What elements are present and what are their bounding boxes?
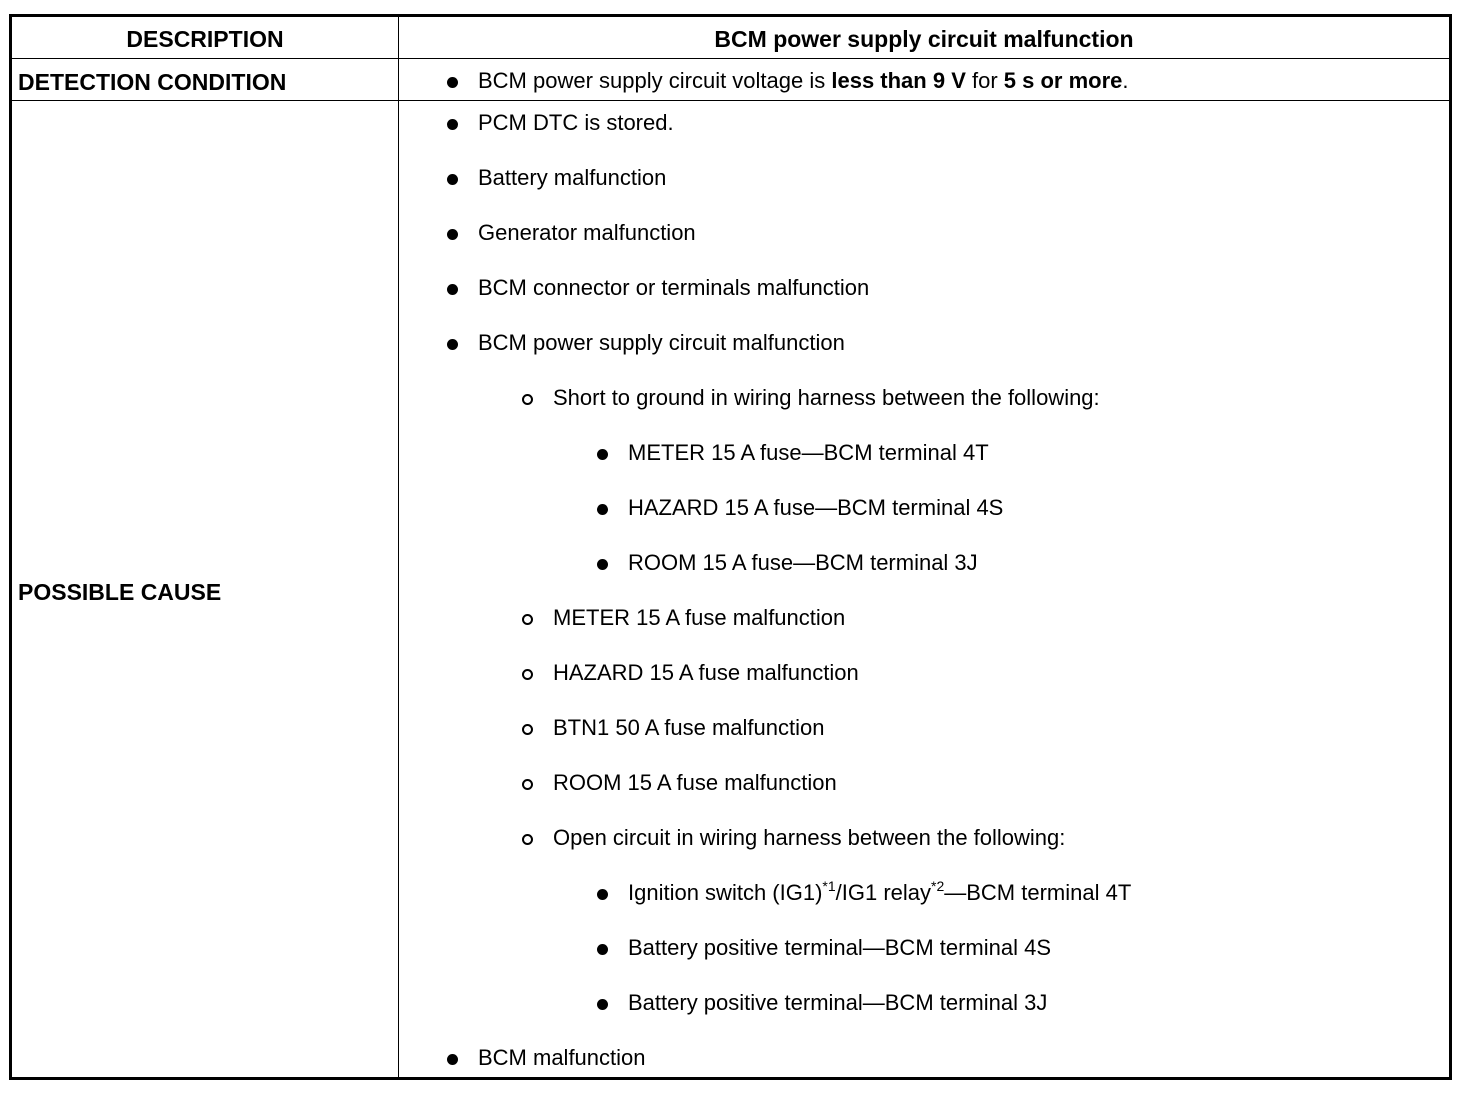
ig1-relay-text: /IG1 relay <box>835 880 932 905</box>
bullet-icon <box>447 77 458 88</box>
cause-item: PCM DTC is stored. <box>478 110 674 135</box>
cause-subitem: BTN1 50 A fuse malfunction <box>553 715 825 740</box>
row-divider-detection <box>12 100 1449 101</box>
detection-condition-text <box>478 70 1129 92</box>
footnote-marker-2: *2 <box>931 878 945 894</box>
hollow-bullet-icon <box>522 834 533 845</box>
cause-subitem: ROOM 15 A fuse malfunction <box>553 770 837 795</box>
hollow-bullet-icon <box>522 394 533 405</box>
column-divider <box>398 17 399 1077</box>
detection-text-mid: for <box>965 68 1004 93</box>
bullet-icon <box>447 229 458 240</box>
cause-subsubitem-ignition <box>628 878 1132 905</box>
cause-subsubitem: HAZARD 15 A fuse—BCM terminal 4S <box>628 495 1004 520</box>
bullet-icon <box>447 339 458 350</box>
cause-subsubitem: ROOM 15 A fuse—BCM terminal 3J <box>628 550 978 575</box>
header-description: DESCRIPTION <box>126 26 284 52</box>
detection-voltage: less than 9 V <box>831 68 966 93</box>
hollow-bullet-icon <box>522 669 533 680</box>
cause-item: Battery malfunction <box>478 165 667 190</box>
cause-item: BCM connector or terminals malfunction <box>478 275 870 300</box>
hollow-bullet-icon <box>522 779 533 790</box>
cause-subitem: Open circuit in wiring harness between the following: <box>553 825 1066 850</box>
bullet-icon <box>447 174 458 185</box>
header-title: BCM power supply circuit malfunction <box>714 26 1134 52</box>
hollow-bullet-icon <box>522 614 533 625</box>
cause-item: BCM power supply circuit malfunction <box>478 330 845 355</box>
detection-condition-label: DETECTION CONDITION <box>18 69 287 95</box>
cause-subsubitem: METER 15 A fuse—BCM terminal 4T <box>628 440 989 465</box>
bullet-icon <box>447 1054 458 1065</box>
cause-subsubitem: Battery positive terminal—BCM terminal 3J <box>628 990 1048 1015</box>
detection-duration: 5 s or more <box>1003 68 1123 93</box>
bullet-icon <box>447 284 458 295</box>
cause-subitem: HAZARD 15 A fuse malfunction <box>553 660 859 685</box>
row-divider-header <box>12 58 1449 59</box>
footnote-marker-1: *1 <box>822 878 836 894</box>
cause-subitem: Short to ground in wiring harness between the following: <box>553 385 1100 410</box>
bcm-terminal-text: —BCM terminal 4T <box>944 880 1132 905</box>
hollow-bullet-icon <box>522 724 533 735</box>
bullet-icon <box>597 449 608 460</box>
possible-cause-label: POSSIBLE CAUSE <box>18 579 222 605</box>
dtc-table <box>9 14 1452 1080</box>
cause-item: Generator malfunction <box>478 220 696 245</box>
bullet-icon <box>597 944 608 955</box>
bullet-icon <box>447 119 458 130</box>
detection-text-post: . <box>1122 68 1129 93</box>
cause-subsubitem: Battery positive terminal—BCM terminal 4S <box>628 935 1052 960</box>
cause-subitem: METER 15 A fuse malfunction <box>553 605 846 630</box>
bullet-icon <box>597 889 608 900</box>
ignition-switch-text: Ignition switch (IG1) <box>628 880 823 905</box>
detection-text-pre: BCM power supply circuit voltage is <box>478 68 832 93</box>
bullet-icon <box>597 559 608 570</box>
cause-item: BCM malfunction <box>478 1045 646 1070</box>
bullet-icon <box>597 504 608 515</box>
bullet-icon <box>597 999 608 1010</box>
